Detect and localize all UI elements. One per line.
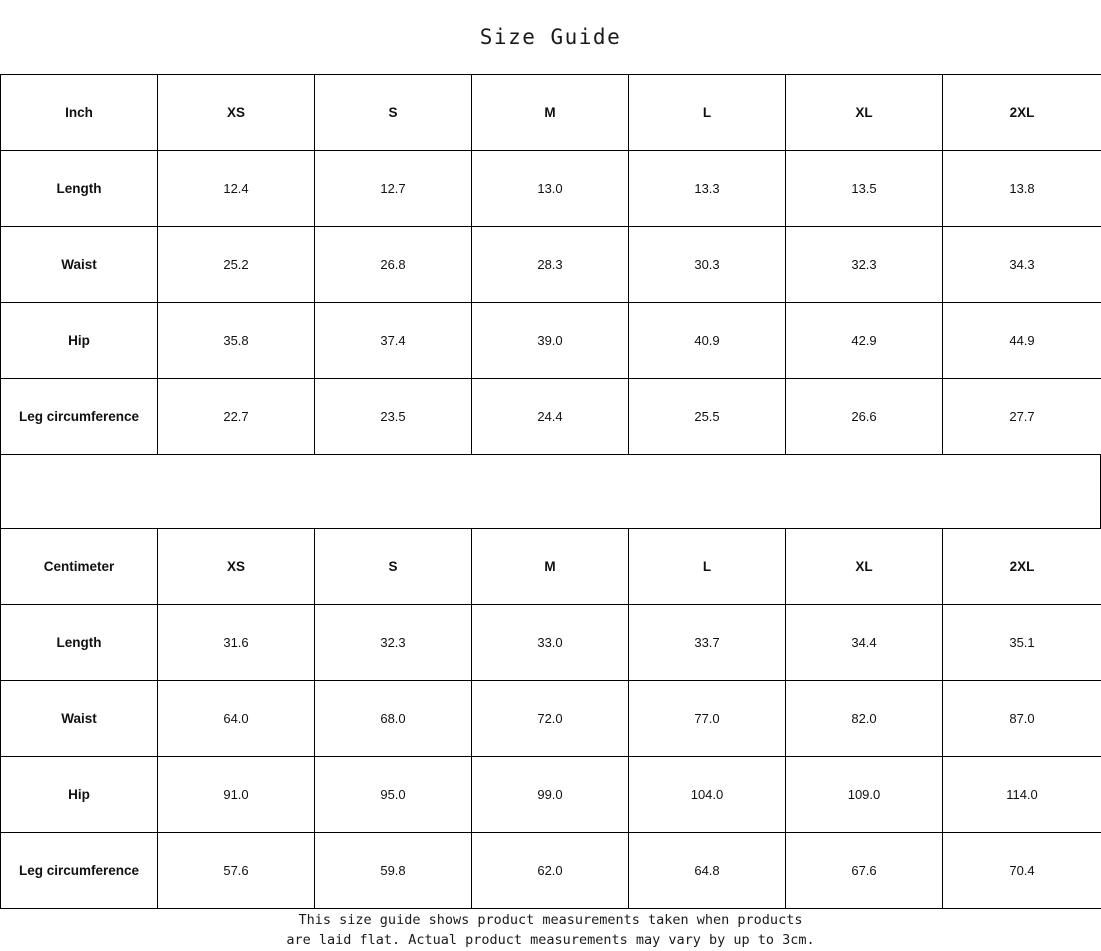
measure-label-leg-circumference: Leg circumference	[1, 833, 158, 909]
table-row	[1, 227, 1101, 303]
cell-value: 22.7	[158, 379, 315, 455]
cell-value: 77.0	[629, 681, 786, 757]
cell-value: 70.4	[943, 833, 1101, 909]
table-row	[1, 151, 1101, 227]
cell-value: 12.4	[158, 151, 315, 227]
cell-value: 13.8	[943, 151, 1101, 227]
cell-value: 31.6	[158, 605, 315, 681]
measure-label-waist: Waist	[1, 681, 158, 757]
cell-value: 40.9	[629, 303, 786, 379]
cell-value: 39.0	[472, 303, 629, 379]
table-row	[1, 303, 1101, 379]
cell-value: 72.0	[472, 681, 629, 757]
size-header-m: M	[472, 529, 629, 605]
cell-value: 64.0	[158, 681, 315, 757]
size-header-xl: XL	[786, 529, 943, 605]
size-header-s: S	[315, 75, 472, 151]
measure-label-hip: Hip	[1, 757, 158, 833]
table-header-row	[1, 529, 1101, 605]
cell-value: 35.1	[943, 605, 1101, 681]
table-row	[1, 379, 1101, 455]
unit-label-inch: Inch	[1, 75, 158, 151]
cell-value: 57.6	[158, 833, 315, 909]
cell-value: 27.7	[943, 379, 1101, 455]
measure-label-length: Length	[1, 151, 158, 227]
footnote-line-2: are laid flat. Actual product measurements may vary by up to 3cm.	[286, 932, 815, 948]
inch-size-table	[0, 74, 1101, 455]
measure-label-waist: Waist	[1, 227, 158, 303]
unit-label-centimeter: Centimeter	[1, 529, 158, 605]
measure-label-length: Length	[1, 605, 158, 681]
cell-value: 42.9	[786, 303, 943, 379]
table-separator	[0, 455, 1101, 528]
cell-value: 28.3	[472, 227, 629, 303]
cell-value: 59.8	[315, 833, 472, 909]
size-header-l: L	[629, 529, 786, 605]
cell-value: 13.5	[786, 151, 943, 227]
size-header-l: L	[629, 75, 786, 151]
cell-value: 25.5	[629, 379, 786, 455]
size-header-m: M	[472, 75, 629, 151]
cell-value: 99.0	[472, 757, 629, 833]
cell-value: 13.3	[629, 151, 786, 227]
centimeter-size-table	[0, 528, 1101, 909]
size-header-xs: XS	[158, 529, 315, 605]
cell-value: 44.9	[943, 303, 1101, 379]
table-row	[1, 605, 1101, 681]
cell-value: 64.8	[629, 833, 786, 909]
cell-value: 32.3	[315, 605, 472, 681]
measure-label-hip: Hip	[1, 303, 158, 379]
size-header-xs: XS	[158, 75, 315, 151]
size-header-2xl: 2XL	[943, 75, 1101, 151]
cell-value: 13.0	[472, 151, 629, 227]
cell-value: 34.4	[786, 605, 943, 681]
cell-value: 34.3	[943, 227, 1101, 303]
cell-value: 114.0	[943, 757, 1101, 833]
cell-value: 32.3	[786, 227, 943, 303]
page-title: Size Guide	[479, 25, 622, 49]
cell-value: 12.7	[315, 151, 472, 227]
size-header-xl: XL	[786, 75, 943, 151]
cell-value: 82.0	[786, 681, 943, 757]
footnote	[0, 909, 1101, 951]
cell-value: 30.3	[629, 227, 786, 303]
table-row	[1, 833, 1101, 909]
table-row	[1, 681, 1101, 757]
cell-value: 68.0	[315, 681, 472, 757]
cell-value: 67.6	[786, 833, 943, 909]
cell-value: 37.4	[315, 303, 472, 379]
table-row	[1, 757, 1101, 833]
cell-value: 35.8	[158, 303, 315, 379]
cell-value: 26.8	[315, 227, 472, 303]
cell-value: 26.6	[786, 379, 943, 455]
cell-value: 33.7	[629, 605, 786, 681]
cell-value: 62.0	[472, 833, 629, 909]
size-header-2xl: 2XL	[943, 529, 1101, 605]
cell-value: 91.0	[158, 757, 315, 833]
cell-value: 95.0	[315, 757, 472, 833]
cell-value: 24.4	[472, 379, 629, 455]
cell-value: 104.0	[629, 757, 786, 833]
cell-value: 25.2	[158, 227, 315, 303]
cell-value: 33.0	[472, 605, 629, 681]
footnote-line-1: This size guide shows product measurements taken when products	[298, 912, 803, 928]
cell-value: 23.5	[315, 379, 472, 455]
table-header-row	[1, 75, 1101, 151]
cell-value: 109.0	[786, 757, 943, 833]
cell-value: 87.0	[943, 681, 1101, 757]
size-header-s: S	[315, 529, 472, 605]
measure-label-leg-circumference: Leg circumference	[1, 379, 158, 455]
